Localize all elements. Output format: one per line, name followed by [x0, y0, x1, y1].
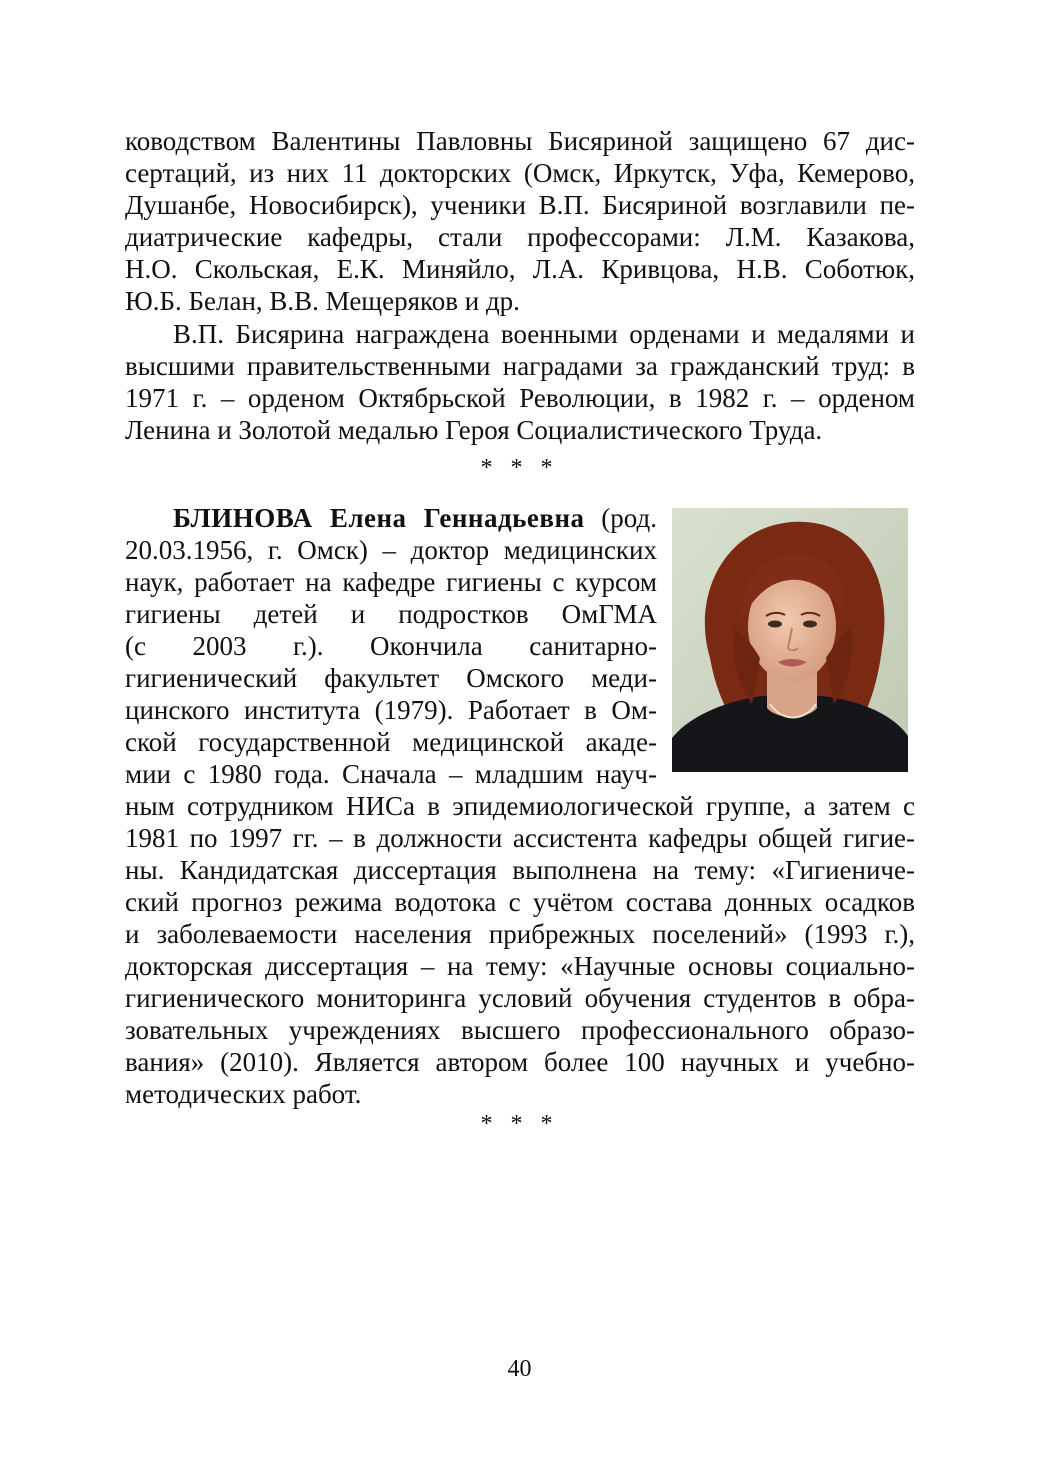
- bio-line: цинского института (1979). Работает в Ом-: [125, 695, 657, 725]
- paragraph-1-line: Н.О. Скольская, Е.К. Миняйло, Л.А. Кривцова, Н.В. Соботюк,: [125, 254, 915, 284]
- paragraph-1-line: Ю.Б. Белан, В.В. Мещеряков и др.: [125, 286, 520, 316]
- portrait-photo: [672, 508, 908, 772]
- paragraph-2-line: высшими правительственными наградами за гражданский труд: в: [125, 351, 915, 381]
- paragraph-1-line: диатрические кафедры, стали профессорами: Л.М. Казакова,: [125, 222, 915, 252]
- bio-first-line: [173, 502, 657, 534]
- paragraph-2-line: В.П. Бисярина награждена военными орденами и медалями и: [173, 319, 915, 349]
- bio-line: наук, работает на кафедре гигиены с курсом: [125, 567, 657, 597]
- bio-line: вания» (2010). Является автором более 100 научных и учебно-: [125, 1047, 915, 1077]
- bio-line: и заболеваемости населения прибрежных поселений» (1993 г.),: [125, 919, 915, 949]
- bio-line: ской государственной медицинской акаде-: [125, 727, 657, 757]
- bio-line: докторская диссертация – на тему: «Научные основы социально-: [125, 951, 915, 981]
- bio-line: 1981 по 1997 гг. – в должности ассистента кафедры общей гигие-: [125, 823, 915, 853]
- bio-line: гигиенический факультет Омского меди-: [125, 663, 657, 693]
- bio-line: 20.03.1956, г. Омск) – доктор медицинских: [125, 535, 657, 565]
- bio-line: ным сотрудником НИСа в эпидемиологической группе, а затем с: [125, 791, 915, 821]
- section-separator: * * *: [480, 1111, 559, 1137]
- bio-name: БЛИНОВА Елена Геннадьевна: [173, 503, 585, 533]
- bio-line: (с 2003 г.). Окончила санитарно-: [125, 631, 657, 661]
- paragraph-1-line: Душанбе, Новосибирск), ученики В.П. Бисяриной возглавили пе-: [125, 190, 915, 220]
- page-number: 40: [507, 1356, 532, 1382]
- bio-line: зовательных учреждениях высшего профессионального образо-: [125, 1015, 915, 1045]
- paragraph-1-line: сертаций, из них 11 докторских (Омск, Иркутск, Уфа, Кемерово,: [125, 158, 915, 188]
- bio-line: ны. Кандидатская диссертация выполнена на тему: «Гигиениче-: [125, 855, 915, 885]
- bio-line: гигиены детей и подростков ОмГМА: [125, 599, 657, 629]
- bio-first-line-rest: (род.: [584, 503, 657, 533]
- paragraph-2-line: 1971 г. – орденом Октябрьской Революции, в 1982 г. – орденом: [125, 383, 915, 413]
- bio-line: гигиенического мониторинга условий обучения студентов в обра-: [125, 983, 915, 1013]
- bio-line: методических работ.: [125, 1079, 362, 1109]
- bio-line: ский прогноз режима водотока с учётом состава донных осадков: [125, 887, 915, 917]
- section-separator: * * *: [480, 455, 559, 481]
- paragraph-2-line: Ленина и Золотой медалью Героя Социалистического Труда.: [125, 415, 823, 445]
- bio-line: мии с 1980 года. Сначала – младшим науч-: [125, 759, 657, 789]
- portrait-illustration: [672, 508, 908, 772]
- paragraph-1-line: ководством Валентины Павловны Бисяриной защищено 67 дис-: [125, 126, 915, 156]
